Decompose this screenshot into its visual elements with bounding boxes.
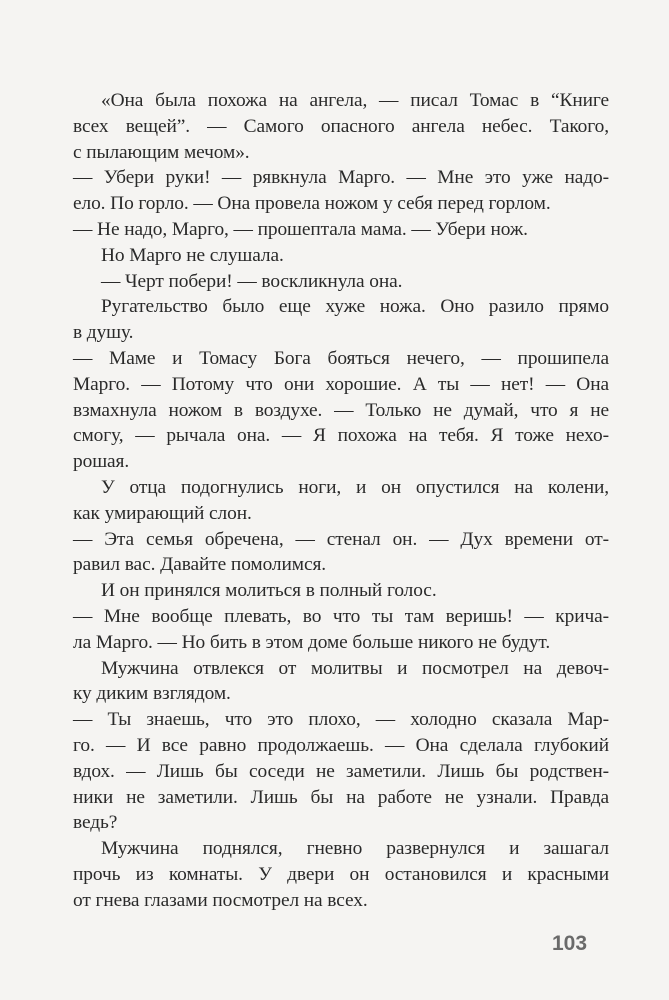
text-line: Ругательство было еще хуже ножа. Оно разило прямо (101, 296, 609, 318)
text-line: — Черт побери! — воскликнула она. (101, 270, 403, 292)
text-line: прочь из комнаты. У двери он остановился и красными (73, 863, 609, 885)
text-line: взмахнула ножом в воздухе. — Только не думай, что я не (73, 399, 609, 421)
text-line: ники не заметили. Лишь бы на работе не узнали. Правда (73, 786, 609, 808)
text-line: Мужчина отвлекся от молитвы и посмотрел на девоч- (101, 657, 609, 679)
page-number: 103 (552, 932, 588, 955)
body-text (73, 88, 609, 914)
text-line: ку диким взглядом. (73, 683, 231, 705)
text-line: — Ты знаешь, что это плохо, — холодно сказала Мар- (73, 709, 609, 731)
text-line: вдох. — Лишь бы соседи не заметили. Лишь бы родствен- (73, 760, 609, 782)
text-line: ведь? (73, 812, 118, 834)
text-line: «Она была похожа на ангела, — писал Томас в “Книге (101, 90, 609, 111)
text-line: рошая. (73, 451, 130, 473)
text-line: с пылающим мечом». (73, 141, 250, 163)
text-line: У отца подогнулись ноги, и он опустился на колени, (101, 476, 609, 498)
text-line: ла Марго. — Но бить в этом доме больше никого не будут. (73, 631, 551, 653)
text-line: — Маме и Томасу Бога бояться нечего, — прошипела (73, 347, 609, 369)
text-line: Марго. — Потому что они хорошие. А ты — нет! — Она (73, 373, 609, 395)
text-line: всех вещей”. — Самого опасного ангела небес. Такого, (73, 115, 609, 137)
text-line: ело. По горло. — Она провела ножом у себя перед горлом. (73, 193, 551, 215)
text-line: в душу. (73, 322, 134, 344)
text-line: — Мне вообще плевать, во что ты там веришь! — крича- (73, 605, 609, 627)
text-line: го. — И все равно продолжаешь. — Она сделала глубокий (73, 734, 609, 756)
text-line: Мужчина поднялся, гневно развернулся и зашагал (101, 838, 609, 860)
text-line: — Не надо, Марго, — прошептала мама. — Убери нож. (73, 218, 528, 240)
text-line: равил вас. Давайте помолимся. (73, 554, 327, 576)
text-line: — Убери руки! — рявкнула Марго. — Мне это уже надо- (73, 167, 609, 189)
text-line: смогу, — рычала она. — Я похожа на тебя. Я тоже нехо- (73, 425, 609, 447)
text-line: как умирающий слон. (73, 502, 252, 524)
text-line: — Эта семья обречена, — стенал он. — Дух времени от- (73, 528, 609, 550)
text-line: Но Марго не слушала. (101, 244, 284, 266)
text-line: от гнева глазами посмотрел на всех. (73, 889, 368, 911)
text-line: И он принялся молиться в полный голос. (101, 580, 437, 602)
